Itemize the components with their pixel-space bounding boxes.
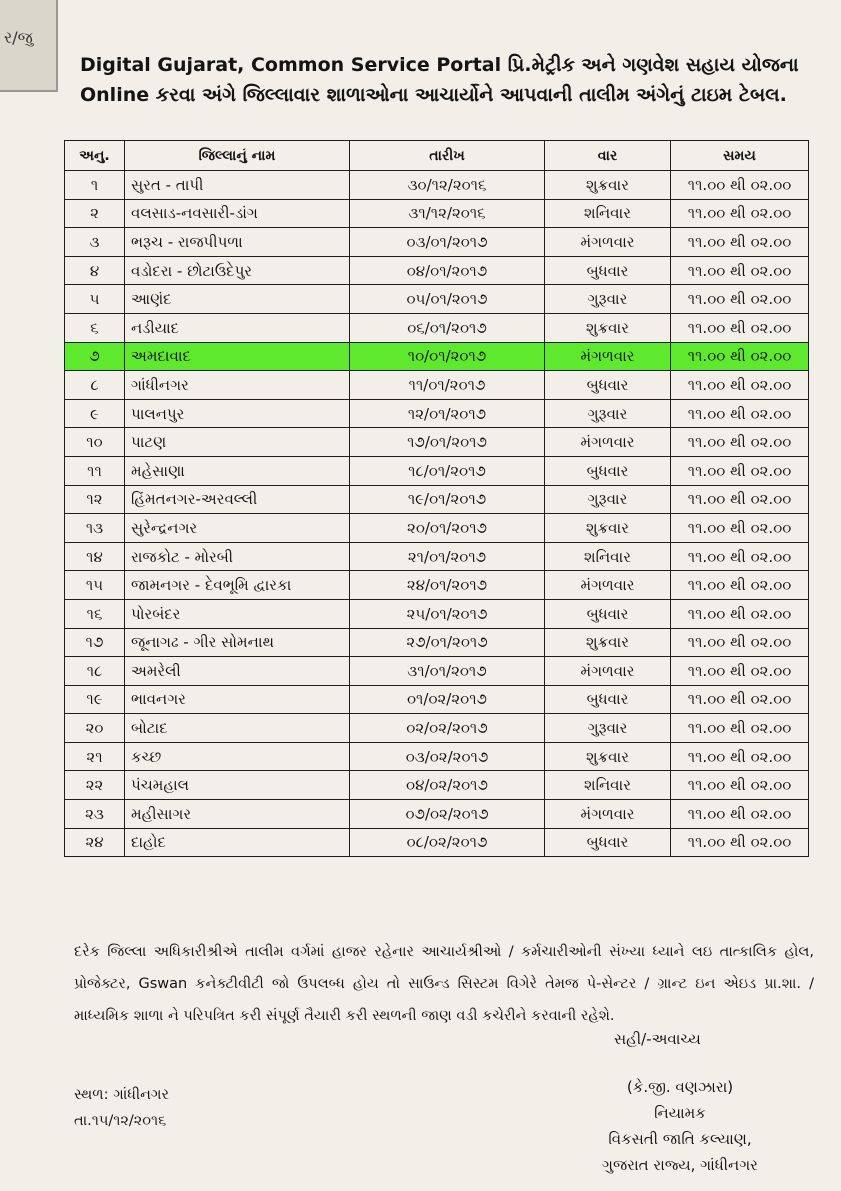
cell-day: બુધવાર [545,599,671,628]
place-date-block [74,1082,169,1134]
cell-serial: ૮ [65,371,125,400]
cell-serial: ૧૬ [65,599,125,628]
cell-day: મંગળવાર [545,800,671,829]
cell-serial: ૧૨ [65,485,125,514]
cell-district: નડીયાદ [125,313,350,342]
cell-time: ૧૧.૦૦ થી ૦૨.૦૦ [671,399,809,428]
cell-day: શુક્રવાર [545,514,671,543]
cell-district: અમદાવાદ [125,342,350,371]
cell-serial: ૨ [65,199,125,228]
cell-date: ૦૪/૦૧/૨૦૧૭ [350,256,545,285]
table-row [65,599,809,628]
cell-day: ગુરૂવાર [545,399,671,428]
cell-district: દાહોદ [125,828,350,857]
cell-district: હિંમતનગર-અરવલ્લી [125,485,350,514]
cell-district: પંચમહાલ [125,771,350,800]
table-row [65,485,809,514]
cell-date: ૧૯/૦૧/૨૦૧૭ [350,485,545,514]
cell-date: ૦૪/૦૨/૨૦૧૭ [350,771,545,800]
cell-date: ૩૧/૧૨/૨૦૧૬ [350,199,545,228]
cell-district: રાજકોટ - મોરબી [125,542,350,571]
cell-day: બુધવાર [545,685,671,714]
table-row [65,771,809,800]
cell-district: કચ્છ [125,742,350,771]
cell-serial: ૪ [65,256,125,285]
cell-district: પાટણ [125,428,350,457]
cell-day: શનિવાર [545,199,671,228]
cell-time: ૧૧.૦૦ થી ૦૨.૦૦ [671,800,809,829]
cell-day: શુક્રવાર [545,313,671,342]
header-district: જિલ્લાનું નામ [125,141,350,171]
cell-time: ૧૧.૦૦ થી ૦૨.૦૦ [671,571,809,600]
table-row [65,742,809,771]
table-row-highlighted [65,342,809,371]
cell-time: ૧૧.૦૦ થી ૦૨.૦૦ [671,657,809,686]
cell-day: શુક્રવાર [545,742,671,771]
cell-time: ૧૧.૦૦ થી ૦૨.૦૦ [671,342,809,371]
cell-day: ગુરૂવાર [545,485,671,514]
cell-serial: ૧૦ [65,428,125,457]
cell-time: ૧૧.૦૦ થી ૦૨.૦૦ [671,714,809,743]
document-title: Digital Gujarat, Common Service Portal પ્રિ.મેટ્રીક અને ગણવેશ સહાય યોજના Online કરવા અંગે જિલ્લાવાર શાળાઓના આચાર્યોને આપવાની તાલીમ અંગેનું ટાઇમ ટેબલ. [80,54,799,106]
cell-district: વડોદરા - છોટાઉદેપુર [125,256,350,285]
cell-time: ૧૧.૦૦ થી ૦૨.૦૦ [671,228,809,257]
table-row [65,456,809,485]
cell-serial: ૨૨ [65,771,125,800]
cell-district: વલસાડ-નવસારી-ડાંગ [125,199,350,228]
cell-district: આણંદ [125,285,350,314]
cell-serial: ૧૮ [65,657,125,686]
torn-page-corner: ર/જુ [0,0,58,92]
cell-date: ૦૨/૦૨/૨૦૧૭ [350,714,545,743]
cell-day: બુધવાર [545,828,671,857]
cell-district: અમરેલી [125,657,350,686]
cell-time: ૧૧.૦૦ થી ૦૨.૦૦ [671,628,809,657]
cell-date: ૦૮/૦૨/૨૦૧૭ [350,828,545,857]
table-header-row [65,141,809,171]
cell-serial: ૧૭ [65,628,125,657]
cell-day: ગુરૂવાર [545,714,671,743]
table-row [65,542,809,571]
cell-time: ૧૧.૦૦ થી ૦૨.૦૦ [671,256,809,285]
header-date: તારીખ [350,141,545,171]
officer-department: વિકસતી જાતિ કલ્યાણ, [608,1130,752,1148]
cell-district: મહીસાગર [125,800,350,829]
table-row [65,399,809,428]
cell-day: શુક્રવાર [545,628,671,657]
cell-date: ૦૩/૦૨/૨૦૧૭ [350,742,545,771]
table-row [65,571,809,600]
cell-serial: ૫ [65,285,125,314]
cell-time: ૧૧.૦૦ થી ૦૨.૦૦ [671,371,809,400]
training-schedule-table [64,140,809,857]
cell-date: ૩૧/૦૧/૨૦૧૭ [350,657,545,686]
cell-district: જૂનાગઢ - ગીર સોમનાથ [125,628,350,657]
table-row [65,657,809,686]
cell-date: ૧૧/૦૧/૨૦૧૭ [350,371,545,400]
cell-district: બોટાદ [125,714,350,743]
cell-time: ૧૧.૦૦ થી ૦૨.૦૦ [671,771,809,800]
header-day: વાર [545,141,671,171]
cell-date: ૩૦/૧૨/૨૦૧૬ [350,171,545,200]
table-row [65,628,809,657]
cell-date: ૨૦/૦૧/૨૦૧૭ [350,514,545,543]
cell-district: સુરત - તાપી [125,171,350,200]
table-row [65,371,809,400]
table-row [65,800,809,829]
cell-date: ૨૪/૦૧/૨૦૧૭ [350,571,545,600]
header-time: સમય [671,141,809,171]
cell-day: બુધવાર [545,371,671,400]
table-row [65,714,809,743]
cell-serial: ૩ [65,228,125,257]
cell-serial: ૨૧ [65,742,125,771]
cell-day: શનિવાર [545,542,671,571]
cell-date: ૧૭/૦૧/૨૦૧૭ [350,428,545,457]
signature-mark: સહી/-અવાચ્ય [614,1030,701,1048]
cell-time: ૧૧.૦૦ થી ૦૨.૦૦ [671,171,809,200]
cell-time: ૧૧.૦૦ થી ૦૨.૦૦ [671,456,809,485]
cell-serial: ૯ [65,399,125,428]
cell-serial: ૧ [65,171,125,200]
cell-serial: ૧૧ [65,456,125,485]
cell-time: ૧૧.૦૦ થી ૦૨.૦૦ [671,742,809,771]
table-row [65,256,809,285]
cell-day: મંગળવાર [545,657,671,686]
cell-serial: ૧૩ [65,514,125,543]
officer-location: ગુજરાત રાજ્ય, ગાંધીનગર [602,1156,758,1174]
cell-day: મંગળવાર [545,428,671,457]
cell-day: શનિવાર [545,771,671,800]
cell-district: પોરબંદર [125,599,350,628]
cell-time: ૧૧.૦૦ થી ૦૨.૦૦ [671,828,809,857]
cell-serial: ૧૫ [65,571,125,600]
cell-district: ભરૂચ - રાજપીપળા [125,228,350,257]
cell-district: ગાંધીનગર [125,371,350,400]
place: સ્થળ: ગાંધીનગર [74,1087,169,1103]
cell-time: ૧૧.૦૦ થી ૦૨.૦૦ [671,285,809,314]
cell-district: સુરેન્દ્રનગર [125,514,350,543]
table-row [65,285,809,314]
cell-time: ૧૧.૦૦ થી ૦૨.૦૦ [671,542,809,571]
cell-serial: ૬ [65,313,125,342]
table-row [65,428,809,457]
cell-date: ૨૭/૦૧/૨૦૧૭ [350,628,545,657]
cell-date: ૧૮/૦૧/૨૦૧૭ [350,456,545,485]
table-body [65,171,809,857]
officer-name: (કે.જી. વણઝારા) [626,1078,734,1096]
table-row [65,685,809,714]
issue-date: તા.૧૫/૧૨/૨૦૧૬ [74,1113,167,1129]
cell-date: ૧૨/૦૧/૨૦૧૭ [350,399,545,428]
cell-serial: ૧૪ [65,542,125,571]
table-row [65,228,809,257]
table-row [65,171,809,200]
cell-time: ૧૧.૦૦ થી ૦૨.૦૦ [671,599,809,628]
table-row [65,313,809,342]
cell-time: ૧૧.૦૦ થી ૦૨.૦૦ [671,485,809,514]
cell-date: ૦૩/૦૧/૨૦૧૭ [350,228,545,257]
cell-district: પાલનપુર [125,399,350,428]
cell-day: બુધવાર [545,456,671,485]
cell-time: ૧૧.૦૦ થી ૦૨.૦૦ [671,428,809,457]
cell-day: શુક્રવાર [545,171,671,200]
table-row [65,514,809,543]
cell-date: ૦૧/૦૨/૨૦૧૭ [350,685,545,714]
cell-time: ૧૧.૦૦ થી ૦૨.૦૦ [671,199,809,228]
cell-date: ૦૬/૦૧/૨૦૧૭ [350,313,545,342]
cell-date: ૧૦/૦૧/૨૦૧૭ [350,342,545,371]
officer-designation: નિયામક [654,1104,706,1122]
cell-serial: ૨૦ [65,714,125,743]
cell-district: જામનગર - દેવભૂમિ દ્વારકા [125,571,350,600]
cell-day: ગુરૂવાર [545,285,671,314]
cell-serial: ૨૩ [65,800,125,829]
table-row [65,199,809,228]
cell-serial: ૭ [65,342,125,371]
cell-day: મંગળવાર [545,342,671,371]
cell-day: બુધવાર [545,256,671,285]
cell-day: મંગળવાર [545,228,671,257]
table-row [65,828,809,857]
header-serial: અનુ. [65,141,125,171]
officer-block [560,1074,800,1178]
cell-time: ૧૧.૦૦ થી ૦૨.૦૦ [671,514,809,543]
cell-date: ૦૫/૦૧/૨૦૧૭ [350,285,545,314]
cell-district: મહેસાણા [125,456,350,485]
cell-time: ૧૧.૦૦ થી ૦૨.૦૦ [671,685,809,714]
cell-serial: ૨૪ [65,828,125,857]
cell-serial: ૧૯ [65,685,125,714]
cell-time: ૧૧.૦૦ થી ૦૨.૦૦ [671,313,809,342]
instruction-note: દરેક જિલ્લા અધિકારીશ્રીએ તાલીમ વર્ગમાં હાજર રહેનાર આચાર્યશ્રીઓ / કર્મચારીઓની સંખ્યા ધ્યાને લઇ તાત્કાલિક હોલ, પ્રોજેક્ટર, Gswan કનેક્ટીવીટી જો ઉપલબ્ધ હોય તો સાઉન્ડ સિસ્ટમ વિગેરે તેમજ પે-સેન્ટર / ગ્રાન્ટ ઇન એઇડ પ્રા.શા. / માધ્યમિક શાળા ને પરિપત્રિત કરી સંપૂર્ણ તૈયારી કરી સ્થળની જાણ વડી કચેરીને કરવાની રહેશે. [74,944,814,1024]
cell-date: ૦૭/૦૨/૨૦૧૭ [350,800,545,829]
cell-day: મંગળવાર [545,571,671,600]
cell-date: ૨૧/૦૧/૨૦૧૭ [350,542,545,571]
cell-date: ૨૫/૦૧/૨૦૧૭ [350,599,545,628]
cell-district: ભાવનગર [125,685,350,714]
